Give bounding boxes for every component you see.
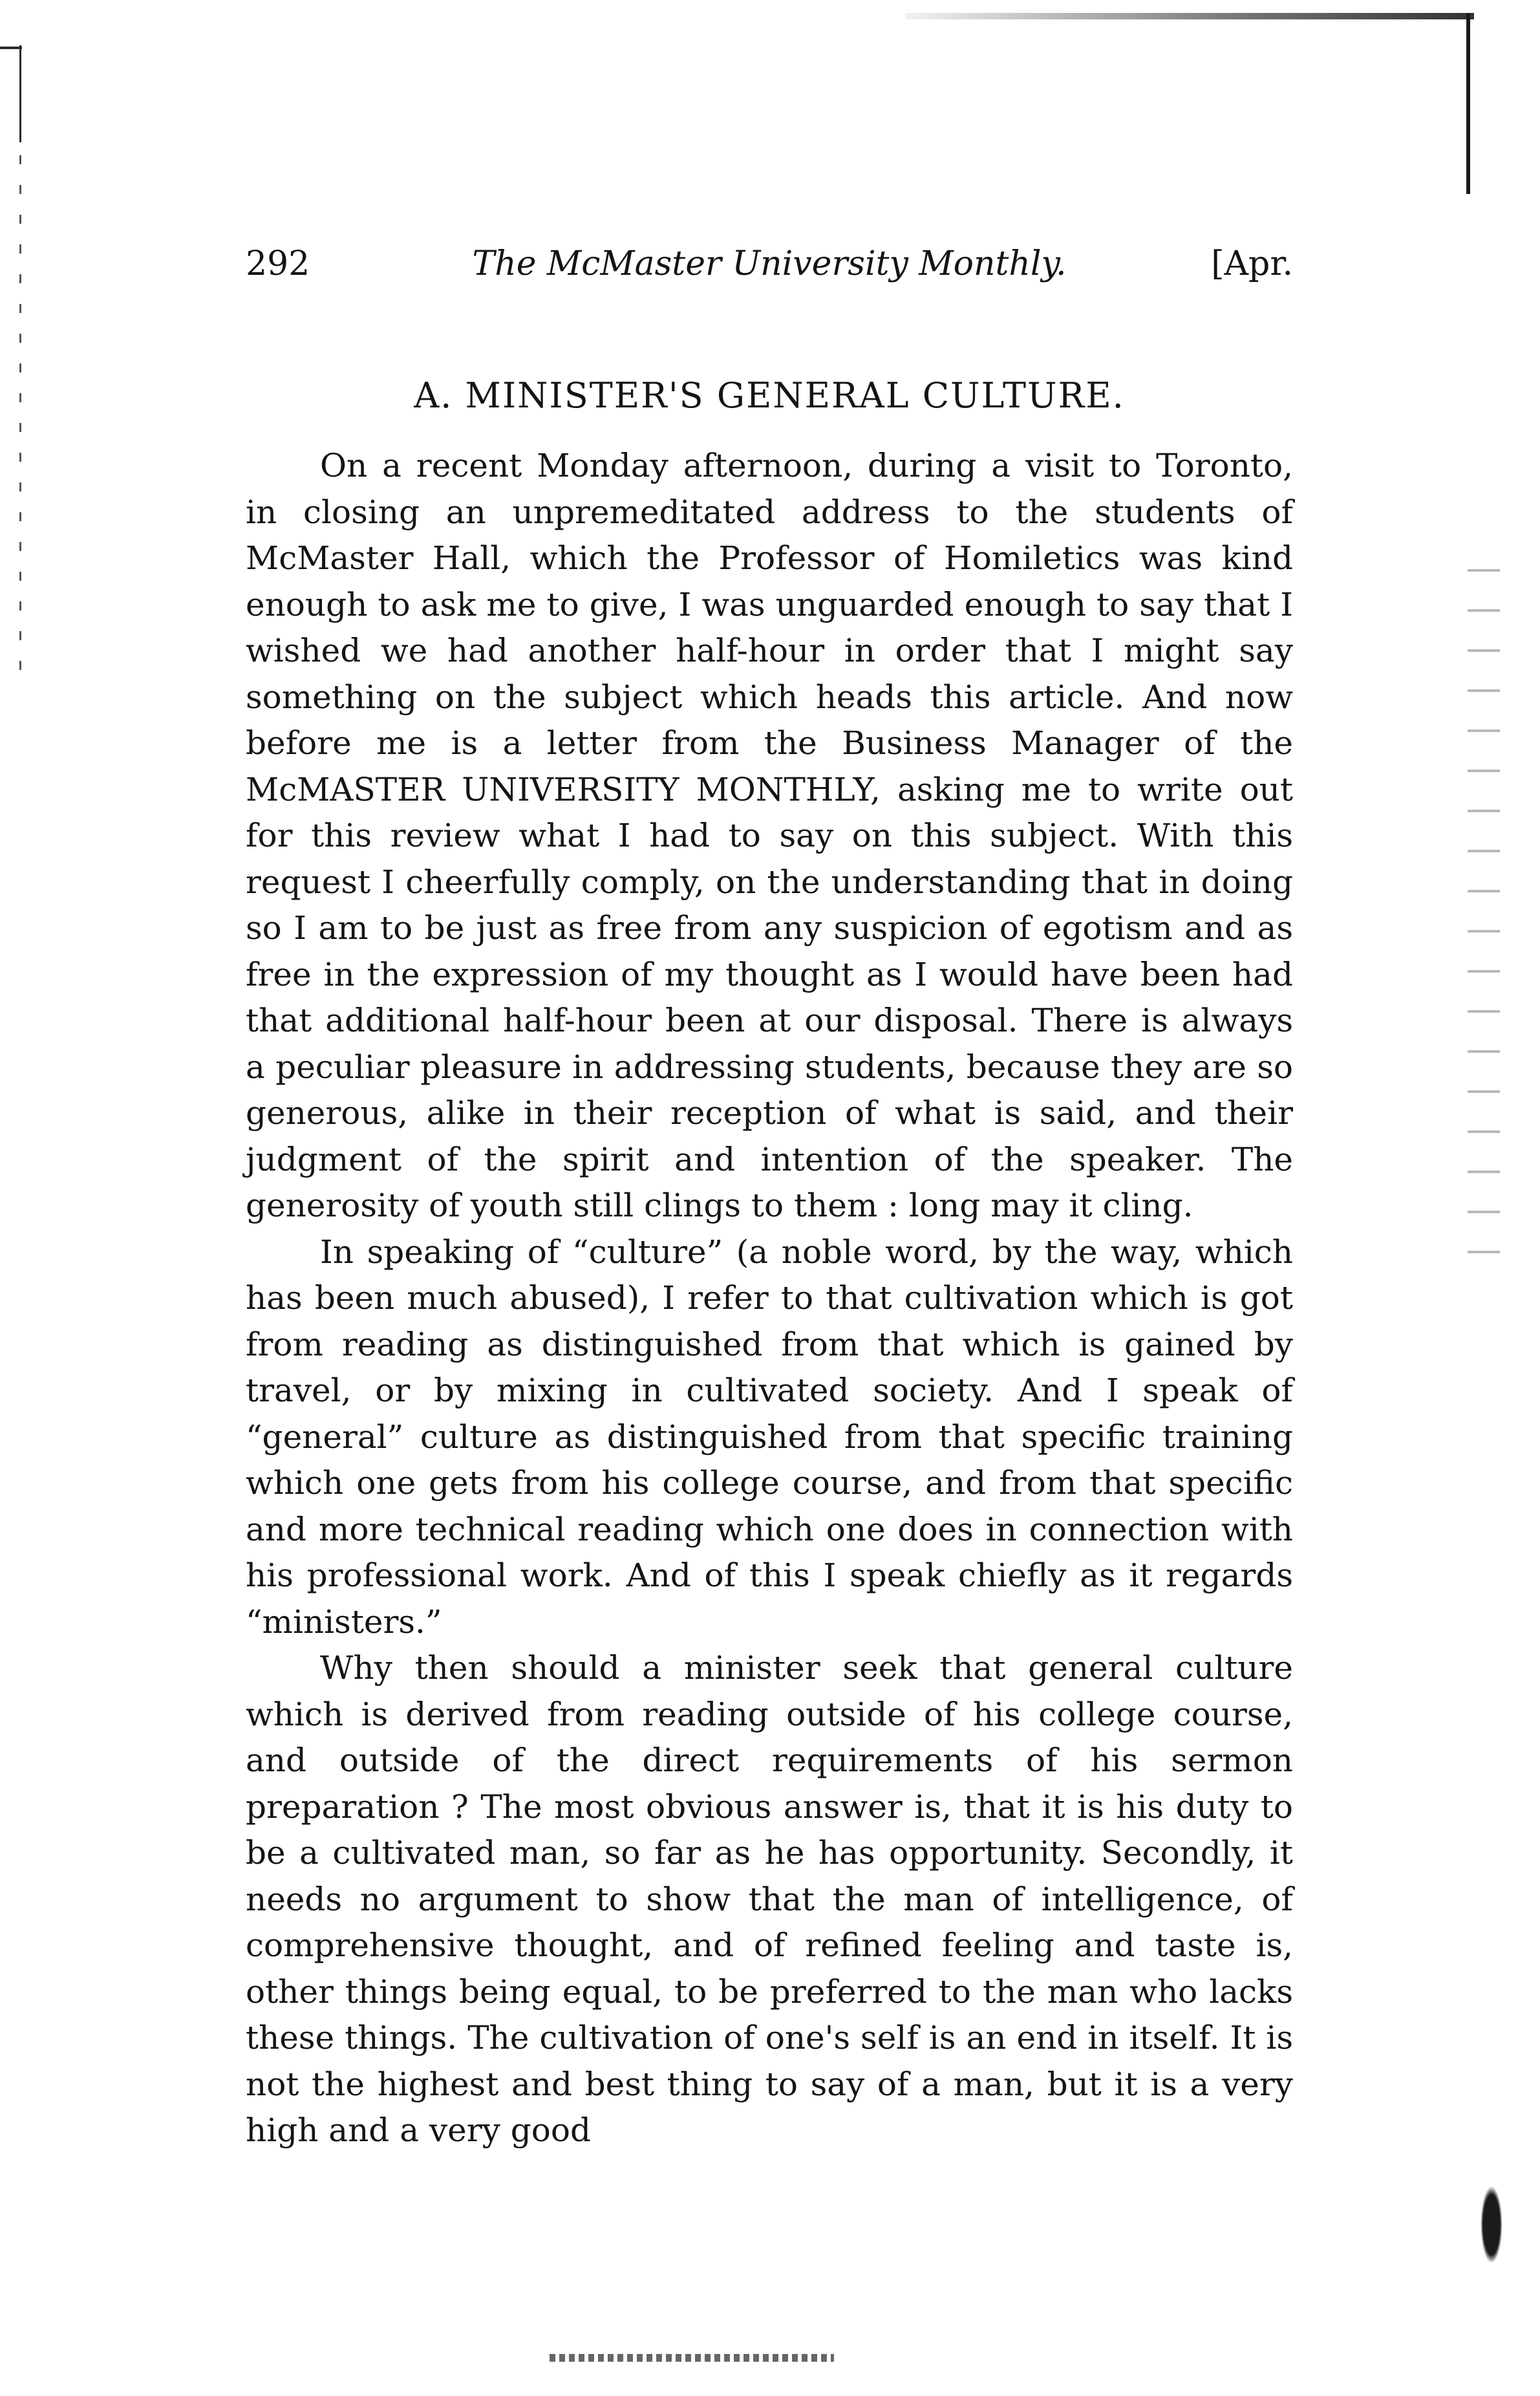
paragraph: On a recent Monday afternoon, during a visit to Toronto, in closing an unpremeditated address to the students of McMaster Hall, which the Professor of Homiletics was kind enough to ask me to give, I was unguarded enough to say that I wished we had another half-hour in order that I might say something on the subject which heads this article. And now before me is a letter from the Business Manager of the McMASTER UNIVERSITY MONTHLY, asking me to write out for this review what I had to say on this subject. With this request I cheerfully comply, on the understanding that in doing so I am to be just as free from any suspicion of egotism and as free in the expression of my thought as I would have been had that additional half-hour been at our disposal. There is always a peculiar pleasure in addressing students, because they are so generous, alike in their reception of what is said, and their judgment of the spirit and intention of the speaker. The generosity of youth still clings to them : long may it cling. [246, 447, 1293, 1224]
paragraph: Why then should a minister seek that general culture which is derived from reading outside of his college course, and outside of the direct requirements of his sermon preparation ? The most obvious answer is, that it is his duty to be a cultivated man, so far as he has opportunity. Secondly, it needs no argument to show that the man of intelligence, of comprehensive thought, and of refined feeling and taste is, other things being equal, to be preferred to the man who lacks these things. The cultivation of one's self is an end in itself. It is not the highest and best thing to say of a man, but it is a very high and a very good [246, 1649, 1293, 2149]
scan-border-left-tick [0, 47, 22, 49]
page-number: 292 [246, 244, 310, 283]
scan-border-left [19, 45, 21, 142]
running-head [246, 244, 1293, 303]
issue-month: [Apr. [1211, 244, 1293, 283]
scan-border-left-dashes [19, 155, 21, 673]
paragraph: In speaking of “culture” (a noble word, by the way, which has been much abused), I refer to that cultivation which is got from reading as distinguished from that which is gained by travel, or by mixing in cultivated society. And I speak of “general” culture as distinguished from that specific training which one gets from his college course, and from that specific and more technical reading which one does in connection with his professional work. And of this I speak chiefly as it regards “ministers.” [246, 1233, 1293, 1641]
scan-border-right [1466, 13, 1470, 194]
article-title: A. MINISTER'S GENERAL CULTURE. [414, 375, 1125, 416]
printer-imprint-mark [550, 2354, 834, 2362]
scan-border-top [905, 13, 1474, 19]
margin-specks [1468, 569, 1500, 1280]
journal-title: The McMaster University Monthly. [472, 244, 1067, 283]
article-body [246, 443, 1293, 2154]
ink-blot [1481, 2186, 1503, 2263]
